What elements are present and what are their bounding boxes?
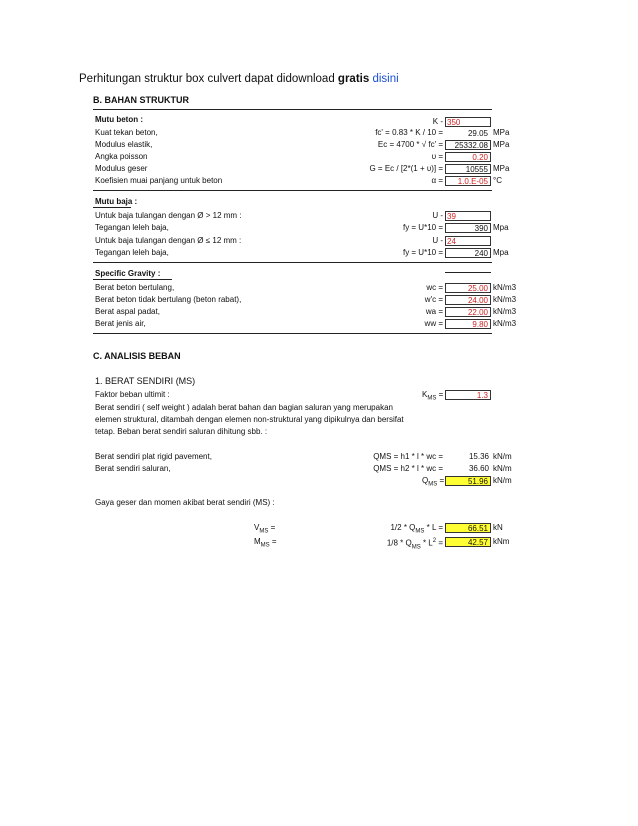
mutu-beton-heading: Mutu beton :	[95, 115, 143, 124]
baja-label-0: Untuk baja tulangan dengan Ø > 12 mm :	[95, 211, 242, 220]
divider	[93, 333, 492, 334]
mms-label	[254, 538, 277, 549]
mms-formula	[330, 538, 443, 550]
beton-formula-4: G = Ec / [2*(1 + υ)] =	[369, 164, 443, 173]
divider	[93, 262, 492, 263]
intro-text: Perhitungan struktur box culvert dapat didownload	[79, 73, 338, 85]
divider	[93, 109, 492, 110]
mms-symbol: M	[254, 537, 261, 546]
ms-value-1: 36.60	[468, 464, 489, 473]
baja-value-2: 24	[445, 236, 491, 246]
beton-unit-1: MPa	[493, 128, 510, 137]
baja-formula-3: fy = U*10 =	[402, 248, 443, 257]
beton-label-5: Koefisien muai panjang untuk beton	[95, 176, 223, 185]
beton-unit-5: °C	[493, 176, 502, 185]
divider	[93, 190, 492, 191]
gravity-unit-1: kN/m3	[493, 295, 517, 304]
beton-value-4: 10555	[445, 164, 491, 174]
baja-unit-3: Mpa	[493, 248, 509, 257]
desc-line-3: tetap. Beban berat sendiri saluran dihitung sbb. :	[95, 427, 268, 436]
vms-symbol: V	[254, 523, 260, 532]
vms-f1-subscript: MS	[415, 528, 425, 535]
gravity-formula-2: wa =	[425, 307, 443, 316]
mms-f3: =	[436, 538, 443, 548]
qms-unit: kN/m	[493, 476, 512, 485]
baja-formula-0: U -	[432, 211, 443, 220]
beton-formula-1: fc' = 0.83 * K / 10 =	[375, 128, 443, 137]
beton-formula-0: K -	[432, 117, 443, 126]
desc-line-1: Berat sendiri ( self weight ) adalah berat bahan dan bagian saluran yang merupakan	[95, 403, 393, 412]
baja-value-0: 39	[445, 211, 491, 221]
vms-unit: kN	[493, 523, 503, 532]
beton-label-2: Modulus elastik,	[95, 140, 153, 149]
qms-eq: =	[437, 476, 445, 485]
intro-bold-gratis: gratis	[337, 73, 370, 85]
mms-f2: * L	[420, 538, 433, 548]
cell-top-line	[445, 272, 491, 273]
gravity-label-2: Berat aspal padat,	[95, 307, 160, 316]
gravity-label-0: Berat beton bertulang,	[95, 283, 175, 292]
qms-value: 51.96	[445, 476, 491, 486]
gravity-formula-0: wc =	[426, 283, 443, 292]
baja-unit-1: Mpa	[493, 223, 509, 232]
specific-gravity-heading: Specific Gravity :	[95, 269, 161, 278]
beton-formula-3: υ =	[431, 152, 443, 161]
gravity-unit-3: kN/m3	[493, 319, 517, 328]
vms-subscript: MS	[259, 528, 269, 535]
mms-f1: 1/8 * Q	[386, 538, 412, 548]
vms-eq: =	[268, 523, 276, 532]
beton-label-1: Kuat tekan beton,	[95, 128, 158, 137]
mutu-baja-heading: Mutu baja :	[95, 197, 138, 206]
qms-formula	[422, 477, 444, 488]
baja-formula-2: U -	[432, 236, 443, 245]
mms-subscript: MS	[260, 542, 270, 549]
beton-label-3: Angka poisson	[95, 152, 148, 161]
qms-subscript: MS	[428, 481, 438, 488]
section-b-title: B. BAHAN STRUKTUR	[93, 95, 189, 105]
faktor-formula	[422, 391, 443, 402]
gravity-formula-3: ww =	[424, 319, 443, 328]
vms-label	[254, 524, 275, 535]
berat-sendiri-heading: 1. BERAT SENDIRI (MS)	[95, 376, 196, 386]
baja-label-1: Tegangan leleh baja,	[95, 223, 169, 232]
gravity-formula-1: w'c =	[424, 295, 443, 304]
baja-formula-1: fy = U*10 =	[402, 223, 443, 232]
vms-value: 66.51	[445, 523, 491, 533]
beton-label-4: Modulus geser	[95, 164, 148, 173]
gravity-value-1: 24.00	[445, 295, 491, 305]
ms-label-1: Berat sendiri saluran,	[95, 464, 171, 473]
gravity-unit-0: kN/m3	[493, 283, 517, 292]
heading-underline	[93, 279, 172, 280]
mms-unit: kNm	[493, 537, 510, 546]
beton-value-3: 0.20	[445, 152, 491, 162]
vms-f1: 1/2 * Q	[390, 523, 416, 532]
ms-formula-0: QMS = h1 * l * wc =	[373, 452, 443, 461]
beton-value-2: 25332.08	[445, 140, 491, 150]
kms-eq: =	[436, 390, 444, 399]
faktor-value: 1.3	[445, 390, 491, 400]
gravity-value-0: 25.00	[445, 283, 491, 293]
beton-formula-2: Ec = 4700 * √ fc' =	[377, 140, 443, 149]
gravity-value-3: 9.80	[445, 319, 491, 329]
mms-eq: =	[269, 537, 277, 546]
desc-line-2: elemen struktural, ditambah dengan elemen non-struktural yang dipikulnya dan bersifat	[95, 415, 404, 424]
gravity-label-3: Berat jenis air,	[95, 319, 146, 328]
vms-formula	[330, 524, 443, 535]
qms-symbol: Q	[422, 476, 429, 485]
beton-formula-5: α =	[431, 176, 443, 185]
kms-subscript: MS	[427, 395, 437, 402]
kms-symbol: K	[422, 390, 428, 399]
beton-value-5: 1.0.E-05	[445, 176, 491, 186]
heading-underline	[93, 207, 131, 208]
mms-f1-subscript: MS	[411, 544, 421, 551]
gaya-geser-label: Gaya geser dan momen akibat berat sendiri (MS) :	[95, 498, 275, 507]
baja-label-2: Untuk baja tulangan dengan Ø ≤ 12 mm :	[95, 236, 242, 245]
beton-value-1: 29.05	[445, 128, 491, 138]
vms-f2: * L =	[424, 523, 443, 532]
ms-formula-1: QMS = h2 * l * wc =	[373, 464, 443, 473]
gravity-label-1: Berat beton tidak bertulang (beton rabat),	[95, 295, 242, 304]
section-c-title: C. ANALISIS BEBAN	[93, 351, 181, 361]
ms-unit-0: kN/m	[493, 452, 512, 461]
mms-superscript: 2	[432, 538, 437, 544]
ms-unit-1: kN/m	[493, 464, 512, 473]
gravity-unit-2: kN/m3	[493, 307, 517, 316]
baja-label-3: Tegangan leleh baja,	[95, 248, 169, 257]
faktor-label: Faktor beban ultimit :	[95, 390, 170, 399]
ms-value-0: 15.36	[468, 452, 489, 461]
mms-value: 42.57	[445, 537, 491, 547]
beton-value-0: 350	[445, 117, 491, 127]
ms-label-0: Berat sendiri plat rigid pavement,	[95, 452, 212, 461]
baja-value-3: 240	[445, 248, 491, 258]
gravity-value-2: 22.00	[445, 307, 491, 317]
baja-value-1: 390	[445, 223, 491, 233]
download-link[interactable]: disini	[372, 73, 399, 85]
beton-unit-2: MPa	[493, 140, 510, 149]
beton-unit-4: MPa	[493, 164, 510, 173]
